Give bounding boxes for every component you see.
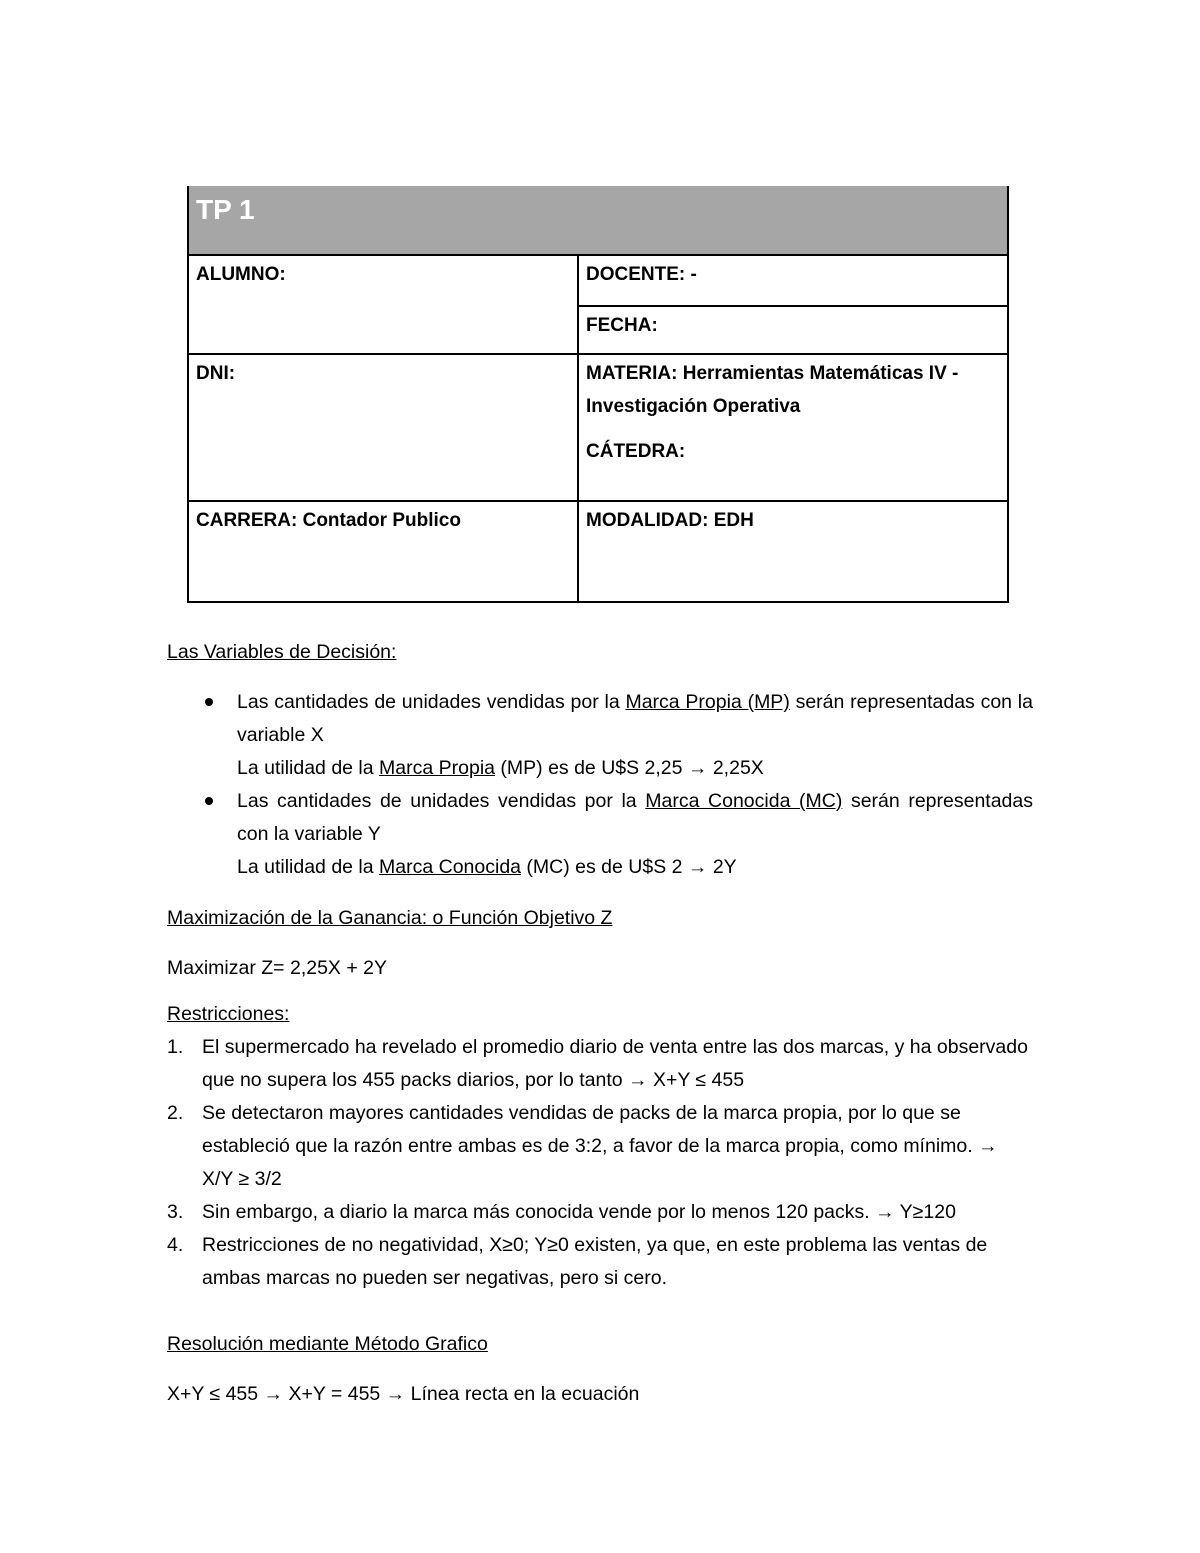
- resolucion-section: [167, 1328, 1033, 1411]
- header-table: [187, 186, 1009, 603]
- alumno-cell: ALUMNO:: [189, 256, 579, 353]
- resolucion-heading: Resolución mediante Método Grafico: [167, 1333, 488, 1355]
- item-number: 4.: [167, 1234, 184, 1256]
- list-item: [167, 1196, 1033, 1229]
- b2-text-end: serán representadas con la variable Y: [237, 790, 1033, 845]
- materia-cell: [579, 355, 1007, 500]
- header-row-dni: [189, 355, 1007, 502]
- item-text: El supermercado ha revelado el promedio diario de venta entre las dos marcas, y ha observado que no supera los 455 packs diarios, por lo tanto → X+Y ≤ 455: [202, 1036, 1028, 1091]
- item-text: Restricciones de no negatividad, X≥0; Y≥0 existen, ya que, en este problema las ventas de ambas marcas no pueden ser negativas, pero si cero.: [202, 1234, 988, 1289]
- docente-fecha-cell: [579, 256, 1007, 353]
- b1-line2: La utilidad de la: [237, 757, 380, 779]
- objetivo-formula: Maximizar Z= 2,25X + 2Y: [167, 957, 388, 979]
- b1-text-end: serán representadas con la variable X: [237, 691, 1033, 746]
- list-item: [167, 1097, 1033, 1196]
- list-item: [167, 1229, 1033, 1295]
- b2-underlined: Marca Conocida (MC): [645, 790, 843, 812]
- dni-cell: DNI:: [189, 355, 579, 500]
- b2-text: Las cantidades de unidades vendidas por la: [237, 790, 646, 812]
- item-text: Se detectaron mayores cantidades vendidas de packs de la marca propia, por lo que se estableció que la razón entre ambas es de 3:2, a favor de la marca propia, como mínimo. → X/Y ≥ 3/2: [202, 1102, 998, 1190]
- variables-section: [167, 636, 1033, 884]
- item-number: 3.: [167, 1201, 184, 1223]
- b1-text: Las cantidades de unidades vendidas por la: [237, 691, 626, 713]
- list-item: [167, 686, 1033, 785]
- catedra-label: CÁTEDRA:: [586, 441, 686, 462]
- b2-line2-underlined: Marca Conocida: [379, 856, 522, 878]
- restricciones-section: [167, 998, 1033, 1295]
- objetivo-heading: Maximización de la Ganancia: o Función Objetivo Z: [167, 907, 613, 929]
- list-item: [167, 1031, 1033, 1097]
- b1-line2-end: (MP) es de U$S 2,25 → 2,25X: [495, 757, 764, 779]
- docente-label: DOCENTE: -: [586, 264, 697, 285]
- item-number: 2.: [167, 1102, 184, 1124]
- list-item: [167, 785, 1033, 884]
- item-text: Sin embargo, a diario la marca más conocida vende por lo menos 120 packs. → Y≥120: [202, 1201, 956, 1223]
- restricciones-heading: Restricciones:: [167, 1003, 290, 1025]
- fecha-label: FECHA:: [579, 305, 1007, 354]
- materia-label: MATERIA: Herramientas Matemáticas IV - Investigación Operativa: [586, 363, 959, 417]
- b1-underlined: Marca Propia (MP): [625, 691, 790, 713]
- restricciones-list: [167, 1031, 1033, 1295]
- objetivo-section: [167, 902, 1033, 985]
- variables-list: [167, 686, 1033, 884]
- header-row-carrera: [189, 502, 1007, 601]
- b2-line2-end: (MC) es de U$S 2 → 2Y: [521, 856, 737, 878]
- b1-line2-underlined: Marca Propia: [379, 757, 495, 779]
- header-title: TP 1: [189, 186, 1007, 256]
- modalidad-label: MODALIDAD: EDH: [586, 510, 754, 531]
- item-number: 1.: [167, 1036, 184, 1058]
- b2-line2: La utilidad de la: [237, 856, 380, 878]
- header-row-alumno: [189, 256, 1007, 355]
- carrera-cell: CARRERA: Contador Publico: [189, 502, 579, 601]
- modalidad-cell: [579, 502, 1007, 601]
- resolucion-line: X+Y ≤ 455 → X+Y = 455 → Línea recta en la ecuación: [167, 1383, 640, 1405]
- variables-heading: Las Variables de Decisión:: [167, 641, 397, 663]
